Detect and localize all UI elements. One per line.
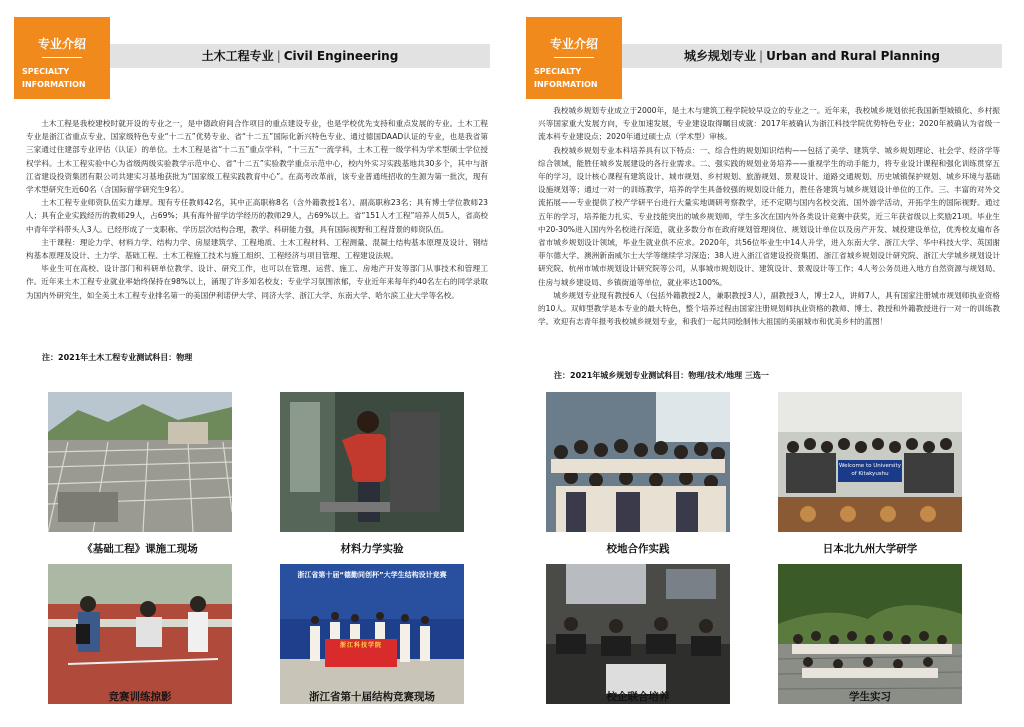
badge-divider bbox=[554, 57, 594, 58]
photo-construction-site bbox=[48, 392, 232, 532]
field-practice-image bbox=[546, 392, 730, 532]
photo-caption: 材料力学实验 bbox=[340, 543, 404, 555]
right-page bbox=[520, 0, 1024, 727]
paragraph: 我校城乡规划专业成立于2000年，是土木与建筑工程学院较早设立的专业之一。近年来，我校城乡规划依托我国新型城镇化、乡村振兴等国家重大发展方向，专业加速发展，专业建设取得瞩目成就：2017年被确认为浙江科技学院优势特色专业；2020年被确认为省级一流本科专业建设点；2020年通过硕士点（学术型）审核。 bbox=[538, 106, 1000, 142]
competition-banner: 浙江省第十届“德勤同创杯”大学生结构设计竞赛 bbox=[297, 571, 447, 579]
photo-caption: 浙江省第十届结构竞赛现场 bbox=[309, 691, 435, 703]
exam-subject-note: 注：2021年土木工程专业测试科目：物理 bbox=[42, 353, 193, 362]
school-flag-text: 浙江科技学院 bbox=[339, 642, 382, 649]
major-description bbox=[26, 117, 488, 302]
welcome-banner: Welcome to University of Kitakyushu bbox=[839, 463, 901, 477]
major-title-cn: 城乡规划专业 bbox=[684, 49, 757, 63]
paragraph: 土木工程专业师资队伍实力雄厚。现有专任教师42名，其中正高职称8名（含外籍教授1名）、副高职称23名；具有博士学位教师23人；具有企业实践经历的教师29人，占69%；具有海外留学访学经历的教师29人，占69%以上。省“151人才工程”培养人员5人，省高校中青年学科带头人3人。已经形成了一支职称、学历层次结构合理，教学、科研能力强，具有国际视野和工程背景的师资队伍。 bbox=[26, 198, 488, 234]
photo-student-internship bbox=[778, 564, 962, 704]
left-page bbox=[8, 0, 513, 727]
badge-subtitle bbox=[22, 65, 86, 91]
title-separator: | bbox=[276, 49, 281, 63]
photo-structure-competition bbox=[280, 564, 464, 704]
photo-caption: 竞赛训练掠影 bbox=[108, 691, 172, 703]
photo-caption: 《基础工程》课施工现场 bbox=[82, 543, 198, 555]
enterprise-training-image bbox=[546, 564, 730, 704]
badge-title: 专业介绍 bbox=[549, 37, 598, 51]
badge-divider bbox=[42, 57, 82, 58]
paragraph: 主干课程：理论力学、材料力学、结构力学、房屋建筑学、工程地质、土木工程材料、工程测量、混凝土结构基本原理及设计、钢结构基本原理及设计、土力学、基础工程、土木工程施工技术与施工组织、工程经济与项目管理、工程建设法规。 bbox=[26, 237, 488, 261]
photo-caption: 校地合作实践 bbox=[606, 543, 670, 555]
photo-enterprise-training bbox=[546, 564, 730, 704]
paragraph: 我校城乡规划专业本科培养具有以下特点：一、综合性的规划知识结构——包括了美学、建筑学、城乡规划理论、社会学、经济学等综合领域，能胜任城乡发展建设的各行业需求。二、强实践的规划业务培养——重视学生的动手能力，将专业设计课程和强化训练贯穿五年的学习，设计核心课程有建筑设计、城市规划、乡村规划、旅游规划、景观设计、道路交通规划、历史城镇保护规划、城乡环境与基础设施规划等；通过一对一的训练教学，培养的学生具备较强的规划设计能力，胜任各建筑与城乡规划设计单位的工作。三、丰富的对外交流拓展——专业提供了校产学研平台进行大量实地调研考察教学，还不定期与国内名校交流、国外游学活动，开拓学生的国际视野。通过五年的学习，培养能力扎实、专业技能突出的城乡规划师，学生多次在国内外各类设计竞赛中获奖，近三年获省级以上奖励21项。毕业生中20-30%进入国内外名校进行深造，就业多数分布在政府规划管理岗位、规划设计单位以及房产开发、城投建设单位，优秀校友遍布各省市城乡规划设计领域，毕业生就业供不应求。2020年，共56位毕业生中14人升学，进入东南大学、浙江大学、华中科技大学、英国谢菲尔德大学、澳洲新南威尔士大学等继续学习深造；38人进入浙江省建设投资集团、浙江省城乡规划设计研究院、浙江大学城乡规划设计研究院、杭州市城市规划设计研究院等公司，从事城市规划设计、建筑设计、景观设计等工作；4人考公务员进入地方自然资源与规划局、住房与城乡建设局、乡镇街道等单位，就业率达100%。 bbox=[538, 145, 1000, 287]
major-title-en: Urban and Rural Planning bbox=[766, 49, 940, 63]
photo-competition-training bbox=[48, 564, 232, 704]
major-title-en: Civil Engineering bbox=[283, 49, 399, 63]
photo-caption: 学生实习 bbox=[849, 691, 891, 703]
major-description bbox=[538, 104, 1000, 328]
photo-field-practice bbox=[546, 392, 730, 532]
major-title-bar bbox=[622, 44, 1002, 68]
paragraph: 城乡规划专业现有教授6人（包括外籍教授2人，兼职教授3人），副教授3人，博士2人，讲师7人，具有国家注册城市规划师执业资格的10人。双师型教学是本专业的最大特色，整个培养过程由国家注册规划师执业资格的教师、博士、教授和外籍教授进行一对一的训练教学。欢迎有志青年报考我校城乡规划专业，和我们一起共同绘制伟大祖国的美丽城市和优美乡村的蓝图！ bbox=[538, 290, 1000, 327]
specialty-badge bbox=[14, 17, 110, 99]
paragraph: 毕业生可在高校、设计部门和科研单位教学、设计、研究工作，也可以在管理、运营、施工、房地产开发等部门从事技术和管理工作。近年来土木工程专业就业率始终保持在98%以上，涌现了许多知名校友；专业学习氛围浓郁，专业近年来每年约40名左右的同学录取为国内外研究生，如全美土木工程专业排名第一的美国伊利诺伊大学、同济大学、浙江大学、东南大学、哈尔滨工业大学等名校。 bbox=[26, 264, 488, 300]
exam-subject-note: 注：2021年城乡规划专业测试科目：物理/技术/地理 三选一 bbox=[554, 371, 769, 380]
badge-en-line1: SPECIALTY bbox=[22, 67, 70, 76]
badge-en-line2: INFORMATION bbox=[22, 80, 86, 89]
badge-subtitle bbox=[534, 65, 598, 91]
structure-competition-image bbox=[280, 564, 464, 704]
paragraph: 土木工程是我校建校时就开设的专业之一，是中德政府间合作项目的重点建设专业，也是学校优先支持和重点发展的专业。土木工程专业是浙江省重点专业、国家级特色专业“十二五”优势专业、省“十二五”国际化新兴特色专业、通过德国DAAD认证的专业，也是我省第三家通过住建部专业评估（认证）的单位。土木工程是省“十二五”重点学科，“十三五”一流学科，土木工程一级学科为学术型硕士学位授权学科。土木工程实验中心为省级两级实验教学示范中心、省“十二五”实验教学重点示范中心，校内外实习实践基地共30多个，其中与浙江省建设投资集团有限公司共建实习基地获批为“国家级工程实践教育中心”。在高考改革前，该专业普通班招收的生源为第一批次，现有学术型研究生近60名（含国际留学研究生9名）。 bbox=[26, 119, 488, 195]
competition-training-image bbox=[48, 564, 232, 704]
badge-title: 专业介绍 bbox=[37, 37, 86, 51]
materials-lab-image bbox=[280, 392, 464, 532]
major-title-bar bbox=[110, 44, 490, 68]
badge-en-line1: SPECIALTY bbox=[534, 67, 582, 76]
title-separator: | bbox=[759, 49, 764, 63]
photo-caption: 日本北九州大学研学 bbox=[822, 543, 918, 555]
construction-site-image bbox=[48, 392, 232, 532]
photo-caption: 校企联合培养 bbox=[606, 691, 670, 703]
major-title-cn: 土木工程专业 bbox=[201, 49, 274, 63]
badge-en-line2: INFORMATION bbox=[534, 80, 598, 89]
specialty-badge bbox=[526, 17, 622, 99]
student-internship-image bbox=[778, 564, 962, 704]
photo-kitakyushu-study bbox=[778, 392, 962, 532]
photo-materials-lab bbox=[280, 392, 464, 532]
